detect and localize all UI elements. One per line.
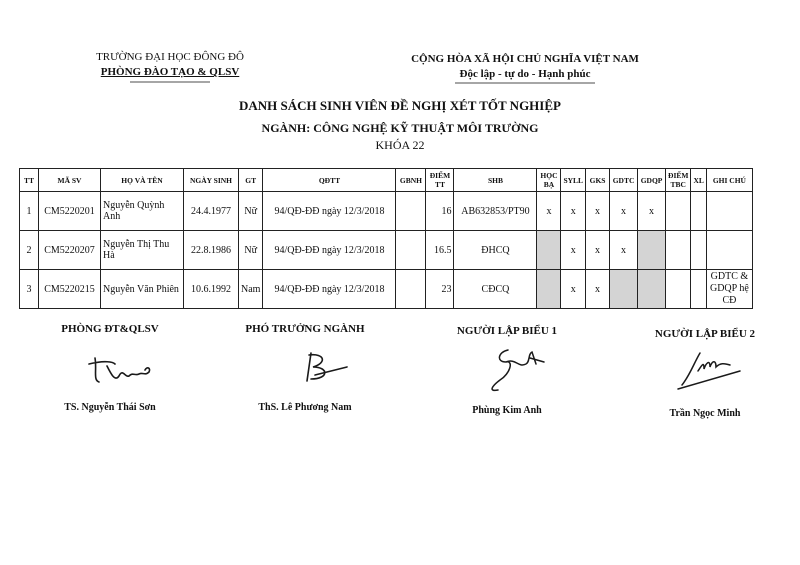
cell-xl: [691, 270, 706, 309]
national-header: [395, 52, 655, 82]
cell-diem-tbc: [666, 231, 691, 270]
signer-name-2: ThS. Lê Phương Nam: [258, 402, 352, 413]
major-line: NGÀNH: CÔNG NGHỆ KỸ THUẬT MÔI TRƯỜNG: [261, 121, 539, 135]
cell-ma-sv: CM5220201: [39, 192, 101, 231]
cell-syll: x: [561, 231, 586, 270]
student-table: [19, 168, 753, 309]
cell-gdtc: x: [610, 192, 638, 231]
cell-qdtt: 94/QĐ-ĐĐ ngày 12/3/2018: [263, 192, 396, 231]
cell-diem-tt: 16: [426, 192, 454, 231]
cell-ghi-chu: [706, 192, 752, 231]
signature-mark-2: [285, 345, 365, 390]
col-header: XL: [691, 169, 706, 192]
col-header: GKS: [586, 169, 610, 192]
cell-gt: Nữ: [239, 231, 263, 270]
cell-hoc-ba: [537, 270, 561, 309]
col-header: GT: [239, 169, 263, 192]
col-header: GDTC: [610, 169, 638, 192]
col-header: HỌC BẠ: [537, 169, 561, 192]
cell-gt: Nam: [239, 270, 263, 309]
cell-gbnh: [396, 231, 426, 270]
cell-xl: [691, 192, 706, 231]
document-title: DANH SÁCH SINH VIÊN ĐỀ NGHỊ XÉT TỐT NGHIỆP: [239, 98, 561, 113]
signature-title-3: NGƯỜI LẬP BIỂU 1: [456, 325, 558, 337]
table-row: [20, 192, 753, 231]
cell-tt: 1: [20, 192, 39, 231]
cell-gdqp: [638, 231, 666, 270]
col-header: ĐIỂM TT: [426, 169, 454, 192]
col-header: QĐTT: [263, 169, 396, 192]
cell-hoc-ba: x: [537, 192, 561, 231]
cell-hoc-ba: [537, 231, 561, 270]
cell-ghi-chu: GDTC & GDQP hệ CĐ: [706, 270, 752, 309]
cell-ma-sv: CM5220215: [39, 270, 101, 309]
cell-diem-tt: 16.5: [426, 231, 454, 270]
cell-diem-tbc: [666, 270, 691, 309]
header-underline-left: [95, 80, 245, 84]
col-header: HỌ VÀ TÊN: [101, 169, 184, 192]
cell-ngay-sinh: 24.4.1977: [184, 192, 239, 231]
cell-tt: 2: [20, 231, 39, 270]
cell-diem-tt: 23: [426, 270, 454, 309]
cell-gks: x: [586, 231, 610, 270]
cell-ma-sv: CM5220207: [39, 231, 101, 270]
col-header: SYLL: [561, 169, 586, 192]
cell-gks: x: [586, 270, 610, 309]
cell-shb: ĐHCQ: [454, 231, 537, 270]
cell-ngay-sinh: 22.8.1986: [184, 231, 239, 270]
cell-tt: 3: [20, 270, 39, 309]
signer-name-4: Trần Ngọc Minh: [669, 408, 741, 419]
cell-ho-ten: Nguyễn Thị Thu Hà: [101, 231, 184, 270]
col-header: ĐIỂM TBC: [666, 169, 691, 192]
cell-gdqp: x: [638, 192, 666, 231]
republic-name: CỘNG HÒA XÃ HỘI CHỦ NGHĨA VIỆT NAM: [411, 53, 639, 65]
cell-ngay-sinh: 10.6.1992: [184, 270, 239, 309]
cell-shb: CĐCQ: [454, 270, 537, 309]
signature-mark-3: [470, 340, 560, 400]
cell-gdtc: [610, 270, 638, 309]
col-header: GDQP: [638, 169, 666, 192]
signature-title-2: PHÓ TRƯỞNG NGÀNH: [245, 323, 365, 335]
col-header: GHI CHÚ: [706, 169, 752, 192]
department-name: PHÒNG ĐÀO TẠO & QLSV: [100, 66, 240, 78]
cell-ho-ten: Nguyễn Văn Phiên: [101, 270, 184, 309]
cohort-line: KHÓA 22: [375, 138, 425, 152]
col-header: SHB: [454, 169, 537, 192]
col-header: GBNH: [396, 169, 426, 192]
cell-ho-ten: Nguyễn Quỳnh Anh: [101, 192, 184, 231]
cell-ghi-chu: [706, 231, 752, 270]
col-header: NGÀY SINH: [184, 169, 239, 192]
cell-syll: x: [561, 270, 586, 309]
header-underline-right: [440, 81, 610, 85]
signature-title-1: PHÒNG ĐT&QLSV: [61, 323, 159, 335]
signer-name-3: Phùng Kim Anh: [472, 405, 542, 416]
cell-xl: [691, 231, 706, 270]
col-header: MÃ SV: [39, 169, 101, 192]
cell-qdtt: 94/QĐ-ĐĐ ngày 12/3/2018: [263, 231, 396, 270]
col-header: TT: [20, 169, 39, 192]
cell-shb: AB632853/PT90: [454, 192, 537, 231]
cell-gbnh: [396, 192, 426, 231]
school-name: TRƯỜNG ĐẠI HỌC ĐÔNG ĐÔ: [96, 51, 244, 63]
cell-diem-tbc: [666, 192, 691, 231]
table-row: [20, 270, 753, 309]
cell-gt: Nữ: [239, 192, 263, 231]
cell-gdtc: x: [610, 231, 638, 270]
cell-gks: x: [586, 192, 610, 231]
cell-syll: x: [561, 192, 586, 231]
cell-qdtt: 94/QĐ-ĐĐ ngày 12/3/2018: [263, 270, 396, 309]
signature-mark-4: [670, 345, 760, 395]
signature-title-4: NGƯỜI LẬP BIỂU 2: [654, 328, 756, 340]
cell-gbnh: [396, 270, 426, 309]
cell-gdqp: [638, 270, 666, 309]
signature-mark-1: [85, 350, 165, 390]
signer-name-1: TS. Nguyễn Thái Sơn: [64, 402, 156, 413]
motto: Độc lập - tự do - Hạnh phúc: [459, 68, 591, 80]
table-header-row: [20, 169, 753, 192]
school-header: [55, 50, 285, 80]
table-row: [20, 231, 753, 270]
